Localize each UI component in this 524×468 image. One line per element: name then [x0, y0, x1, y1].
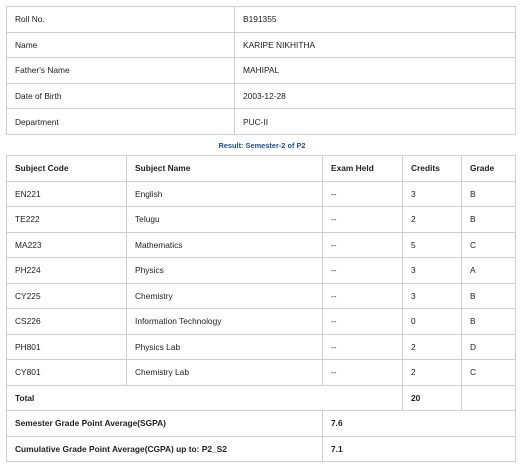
- info-row-roll-no: [7, 7, 516, 33]
- info-value: MAHIPAL: [235, 58, 516, 84]
- result-header-row: [7, 156, 516, 182]
- grade: B: [462, 309, 516, 335]
- exam-held: --: [323, 334, 403, 360]
- exam-held: --: [323, 360, 403, 386]
- subject-code: TE222: [7, 207, 127, 233]
- credits: 2: [403, 360, 462, 386]
- info-value: B191355: [235, 7, 516, 33]
- subject-code: CS226: [7, 309, 127, 335]
- student-info-table: [6, 6, 516, 135]
- info-value: PUC-II: [235, 109, 516, 135]
- result-title: Result: Semester-2 of P2: [218, 141, 306, 150]
- info-row-date-of-birth: [7, 83, 516, 109]
- credits: 3: [403, 181, 462, 207]
- subject-name: Telugu: [127, 207, 323, 233]
- credits: 5: [403, 232, 462, 258]
- exam-held: --: [323, 283, 403, 309]
- table-row: [7, 360, 516, 386]
- grade: D: [462, 334, 516, 360]
- column-header-subject-name: Subject Name: [127, 156, 323, 182]
- table-row: [7, 283, 516, 309]
- credits: 2: [403, 334, 462, 360]
- table-row: [7, 181, 516, 207]
- info-label: Roll No.: [7, 7, 235, 33]
- credits: 3: [403, 283, 462, 309]
- column-header-subject-code: Subject Code: [7, 156, 127, 182]
- subject-code: EN221: [7, 181, 127, 207]
- subject-name: Physics Lab: [127, 334, 323, 360]
- table-row: [7, 309, 516, 335]
- subject-code: PH801: [7, 334, 127, 360]
- grade: B: [462, 181, 516, 207]
- subject-name: Mathematics: [127, 232, 323, 258]
- cgpa-label: Cumulative Grade Point Average(CGPA) up to: P2_S2: [7, 436, 323, 462]
- exam-held: --: [323, 232, 403, 258]
- table-row: [7, 232, 516, 258]
- grade: C: [462, 232, 516, 258]
- grade: C: [462, 360, 516, 386]
- column-header-credits: Credits: [403, 156, 462, 182]
- total-row: [7, 385, 516, 411]
- subject-name: Physics: [127, 258, 323, 284]
- sgpa-value: 7.6: [323, 411, 516, 437]
- column-header-exam-held: Exam Held: [323, 156, 403, 182]
- info-row-department: [7, 109, 516, 135]
- info-label: Department: [7, 109, 235, 135]
- grade: B: [462, 207, 516, 233]
- credits: 2: [403, 207, 462, 233]
- subject-name: Chemistry Lab: [127, 360, 323, 386]
- grade: A: [462, 258, 516, 284]
- info-label: Father's Name: [7, 58, 235, 84]
- cgpa-row: [7, 436, 516, 462]
- subject-name: English: [127, 181, 323, 207]
- table-row: [7, 207, 516, 233]
- total-label: Total: [7, 385, 403, 411]
- info-row-fathers-name: [7, 58, 516, 84]
- subject-code: PH224: [7, 258, 127, 284]
- exam-held: --: [323, 309, 403, 335]
- credits: 0: [403, 309, 462, 335]
- info-value: KARIPE NIKHITHA: [235, 32, 516, 58]
- info-label: Name: [7, 32, 235, 58]
- total-credits: 20: [403, 385, 462, 411]
- table-row: [7, 334, 516, 360]
- sgpa-row: [7, 411, 516, 437]
- column-header-grade: Grade: [462, 156, 516, 182]
- exam-held: --: [323, 207, 403, 233]
- exam-held: --: [323, 181, 403, 207]
- sgpa-label: Semester Grade Point Average(SGPA): [7, 411, 323, 437]
- info-label: Date of Birth: [7, 83, 235, 109]
- credits: 3: [403, 258, 462, 284]
- total-grade-empty: [462, 385, 516, 411]
- subject-name: Chemistry: [127, 283, 323, 309]
- table-row: [7, 258, 516, 284]
- subject-name: Information Technology: [127, 309, 323, 335]
- cgpa-value: 7.1: [323, 436, 516, 462]
- info-row-name: [7, 32, 516, 58]
- exam-held: --: [323, 258, 403, 284]
- grade: B: [462, 283, 516, 309]
- subject-code: CY801: [7, 360, 127, 386]
- subject-code: CY225: [7, 283, 127, 309]
- subject-code: MA223: [7, 232, 127, 258]
- info-value: 2003-12-28: [235, 83, 516, 109]
- result-table: [6, 155, 516, 462]
